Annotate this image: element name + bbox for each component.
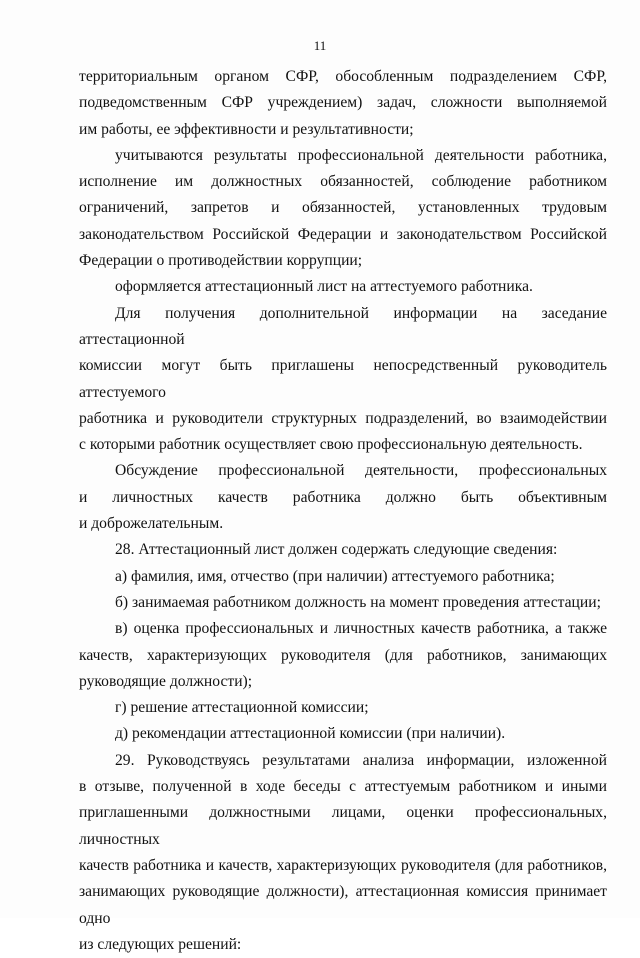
- paragraph: [79, 64, 607, 143]
- text-line: учитываются результаты профессиональной деятельности работника,: [115, 146, 607, 164]
- paragraph: [79, 564, 607, 590]
- paragraph: [79, 748, 607, 958]
- paragraph: [79, 143, 607, 274]
- text-line: б) занимаемая работником должность на момент проведения аттестации;: [115, 593, 601, 611]
- text-line: качеств работника и качеств, характеризующих руководителя (для работников,: [79, 856, 607, 874]
- paragraph: [79, 274, 607, 300]
- text-line: им работы, ее эффективности и результативности;: [79, 120, 414, 138]
- text-line: комиссии могут быть приглашены непосредственный руководитель аттестуемого: [79, 357, 607, 401]
- text-line: исполнение им должностных обязанностей, соблюдение работником: [79, 173, 607, 191]
- text-line: ограничений, запретов и обязанностей, установленных трудовым: [79, 199, 607, 217]
- text-line: в отзыве, полученной в ходе беседы с аттестуемым работником и иными: [79, 778, 607, 796]
- paragraph: [79, 301, 607, 459]
- text-line: законодательством Российской Федерации и законодательством Российской: [79, 225, 607, 243]
- page-number: 11: [313, 38, 327, 53]
- text-line: из следующих решений:: [79, 935, 242, 953]
- text-line: и личностных качеств работника должно быть объективным: [79, 488, 607, 506]
- text-line: с которыми работник осуществляет свою профессиональную деятельность.: [79, 436, 583, 454]
- paragraph: [79, 458, 607, 537]
- text-line: территориальным органом СФР, обособленным подразделением СФР,: [79, 68, 607, 85]
- text-line: и доброжелательным.: [79, 515, 224, 533]
- text-line: качеств, характеризующих руководителя (для работников, занимающих: [79, 646, 607, 664]
- paragraph: [79, 590, 607, 616]
- text-line: 29. Руководствуясь результатами анализа информации, изложенной: [115, 751, 607, 769]
- text-line: руководящие должности);: [79, 672, 253, 690]
- text-line: подведомственным СФР учреждением) задач, сложности выполняемой: [79, 94, 607, 112]
- paragraph: [79, 537, 607, 563]
- text-line: занимающих руководящие должности), аттестационная комиссия принимает одно: [79, 883, 607, 927]
- text-line: приглашенными должностными лицами, оценки профессиональных, личностных: [79, 804, 607, 848]
- text-line: Обсуждение профессиональной деятельности, профессиональных: [115, 462, 607, 480]
- text-line: г) решение аттестационной комиссии;: [115, 699, 369, 717]
- text-line: оформляется аттестационный лист на аттестуемого работника.: [115, 278, 533, 296]
- text-line: Федерации о противодействии коррупции;: [79, 252, 363, 270]
- paragraph: [79, 721, 607, 747]
- paragraph: [79, 695, 607, 721]
- text-line: д) рекомендации аттестационной комиссии (при наличии).: [115, 725, 506, 743]
- text-line: 28. Аттестационный лист должен содержать следующие сведения:: [115, 541, 558, 559]
- text-line: Для получения дополнительной информации на заседание аттестационной: [79, 304, 607, 348]
- paragraph: [79, 616, 607, 695]
- document-body: [79, 64, 607, 958]
- text-line: в) оценка профессиональных и личностных качеств работника, а также: [115, 620, 607, 638]
- text-line: а) фамилия, имя, отчество (при наличии) аттестуемого работника;: [115, 567, 555, 585]
- text-line: работника и руководители структурных подразделений, во взаимодействии: [79, 409, 607, 427]
